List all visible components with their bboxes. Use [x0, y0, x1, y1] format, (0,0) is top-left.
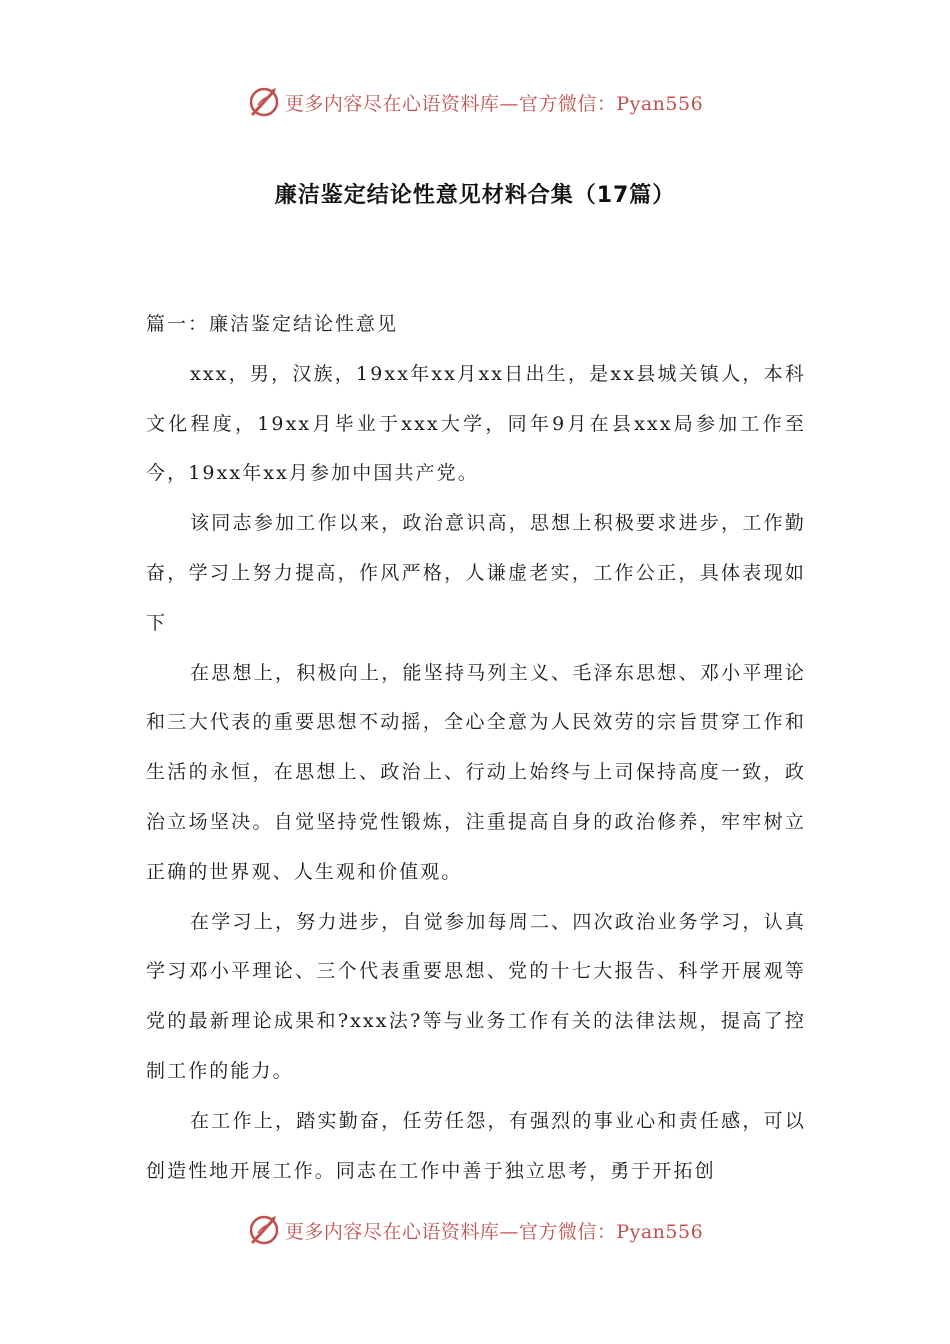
section-heading: 篇一：廉洁鉴定结论性意见: [146, 313, 399, 335]
paragraph-4: 在学习上，努力进步，自觉参加每周二、四次政治业务学习，认真学习邓小平理论、三个代表重要思想、党的十七大报告、科学开展观等党的最新理论成果和?xxx法?等与业务工作有关的法律法规，提高了控制工作的能力。: [146, 910, 806, 1082]
watermark-banner-top: [0, 82, 950, 122]
pen-logo-icon: [247, 1213, 281, 1247]
paragraph-1: xxx，男，汉族，19xx年xx月xx日出生，是xx县城关镇人，本科文化程度，19xx月毕业于xxx大学，同年9月在县xxx局参加工作至今，19xx年xx月参加中国共产党。: [146, 362, 806, 485]
paragraph-3: 在思想上，积极向上，能坚持马列主义、毛泽东思想、邓小平理论和三大代表的重要思想不动摇，全心全意为人民效劳的宗旨贯穿工作和生活的永恒，在思想上、政治上、行动上始终与上司保持高度一致，政治立场坚决。自觉坚持党性锻炼，注重提高自身的政治修养，牢牢树立正确的世界观、人生观和价值观。: [146, 661, 806, 883]
watermark-banner-bottom: [0, 1210, 950, 1250]
watermark-text: 更多内容尽在心语资料库—官方微信：Pyan556: [284, 92, 704, 115]
pen-logo-icon: [247, 85, 281, 119]
document-body: [146, 300, 806, 1196]
paragraph-5: 在工作上，踏实勤奋，任劳任怨，有强烈的事业心和责任感，可以创造性地开展工作。同志在工作中善于独立思考，勇于开拓创: [146, 1109, 806, 1182]
document-title: 廉洁鉴定结论性意见材料合集（17篇）: [274, 183, 676, 208]
watermark-text: 更多内容尽在心语资料库—官方微信：Pyan556: [284, 1220, 704, 1243]
paragraph-2: 该同志参加工作以来，政治意识高，思想上积极要求进步，工作勤奋，学习上努力提高，作风严格，人谦虚老实，工作公正，具体表现如下: [146, 512, 806, 634]
